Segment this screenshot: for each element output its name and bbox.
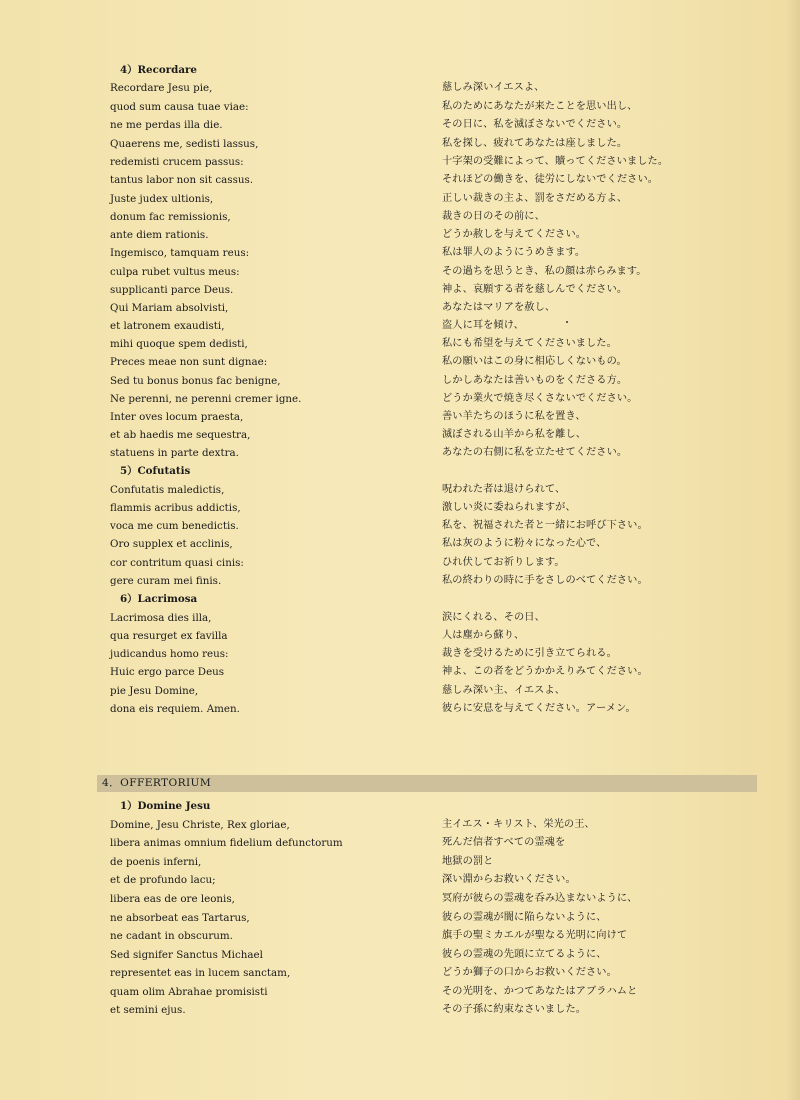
japanese-line: 十字架の受難によって、贖ってくださいました。 (442, 156, 669, 167)
latin-line: et latronem exaudisti, (110, 320, 225, 332)
latin-line: pie Jesu Domine, (110, 685, 199, 697)
latin-line: et ab haedis me sequestra, (110, 429, 251, 441)
japanese-line: その光明を、かつてあなたはアブラハムと (442, 986, 638, 997)
latin-line: quod sum causa tuae viae: (110, 101, 249, 113)
confutatis-heading: 5）Cofutatis (120, 465, 191, 477)
japanese-line: その過ちを思うとき、私の顔は赤らみます。 (442, 266, 647, 277)
latin-line: Lacrimosa dies illa, (110, 612, 212, 624)
japanese-line: それほどの働きを、徒労にしないでください。 (442, 174, 659, 185)
latin-line: Sed tu bonus bonus fac benigne, (110, 375, 281, 387)
offertorium-title: 4．OFFERTORIUM (102, 777, 212, 789)
japanese-line: 私にも希望を与えてくださいました。 (442, 338, 617, 349)
japanese-line: 私は罪人のようにうめきます。 (442, 247, 586, 258)
japanese-line: しかしあなたは善いものをくださる方。 (442, 375, 628, 386)
latin-line: Preces meae non sunt dignae: (110, 356, 268, 368)
latin-line: quam olim Abrahae promisisti (110, 986, 268, 998)
japanese-line: どうか獅子の口からお救いください。 (442, 967, 617, 978)
japanese-line: どうか業火で焼き尽くさないでください。 (442, 393, 638, 404)
latin-line: Juste judex ultionis, (110, 193, 214, 205)
japanese-line: その日に、私を滅ぼさないでください。 (442, 119, 628, 130)
latin-line: Domine, Jesu Christe, Rex gloriae, (110, 819, 290, 831)
japanese-line: 正しい裁きの主よ、罰をさだめる方よ、 (442, 193, 628, 204)
japanese-line: 私を、祝福された者と一緒にお呼び下さい。 (442, 520, 648, 531)
latin-line: representet eas in lucem sanctam, (110, 967, 291, 979)
latin-line: gere curam mei finis. (110, 575, 222, 587)
latin-line: Ingemisco, tamquam reus: (110, 247, 250, 259)
japanese-line: 旗手の聖ミカエルが聖なる光明に向けて (442, 930, 628, 941)
japanese-line: 慈しみ深い主、イエスよ、 (442, 685, 566, 696)
latin-line: Sed signifer Sanctus Michael (110, 949, 263, 961)
stray-dot (566, 321, 568, 323)
japanese-line: 私のためにあなたが来たことを思い出し、 (442, 101, 638, 112)
japanese-line: 私の願いはこの身に相応しくないもの。 (442, 356, 627, 367)
latin-line: ne absorbeat eas Tartarus, (110, 912, 250, 924)
latin-line: libera eas de ore leonis, (110, 893, 235, 905)
latin-line: Recordare Jesu pie, (110, 82, 213, 94)
japanese-line: 彼らの霊魂の先頭に立てるように、 (442, 949, 607, 960)
japanese-line: 神よ、哀願する者を慈しんでください。 (442, 284, 628, 295)
japanese-line: 盗人に耳を傾け、 (442, 320, 524, 331)
latin-line: redemisti crucem passus: (110, 156, 244, 168)
japanese-line: あなたの右側に私を立たせてください。 (442, 447, 628, 458)
japanese-line: その子孫に約束なさいました。 (442, 1004, 587, 1015)
japanese-line: 人は塵から蘇り、 (442, 630, 525, 641)
latin-line: et semini ejus. (110, 1004, 186, 1016)
latin-line: qua resurget ex favilla (110, 630, 228, 642)
latin-line: Oro supplex et acclinis, (110, 538, 233, 550)
latin-line: ne me perdas illa die. (110, 119, 223, 131)
latin-line: culpa rubet vultus meus: (110, 266, 240, 278)
latin-line: ne cadant in obscurum. (110, 930, 233, 942)
japanese-line: 裁きの日のその前に、 (442, 211, 545, 222)
japanese-line: 私は灰のように粉々になった心で、 (442, 538, 607, 549)
japanese-line: 主イエス・キリスト、栄光の王、 (442, 819, 595, 830)
latin-line: supplicanti parce Deus. (110, 284, 234, 296)
latin-line: tantus labor non sit cassus. (110, 174, 254, 186)
domine-jesu-heading: 1）Domine Jesu (120, 800, 211, 812)
japanese-line: 彼らに安息を与えてください。アーメン。 (442, 703, 636, 714)
latin-line: Ne perenni, ne perenni cremer igne. (110, 393, 302, 405)
japanese-line: 慈しみ深いイエスよ、 (442, 82, 545, 93)
japanese-line: ひれ伏してお祈りします。 (442, 557, 565, 568)
japanese-line: 激しい炎に委ねられますが、 (442, 502, 576, 513)
japanese-line: あなたはマリアを赦し、 (442, 302, 556, 313)
japanese-line: 裁きを受けるために引き立てられる。 (442, 648, 617, 659)
latin-line: judicandus homo reus: (110, 648, 229, 660)
lacrimosa-heading: 6）Lacrimosa (120, 593, 198, 605)
japanese-line: 深い淵からお救いください。 (442, 874, 576, 885)
latin-line: et de profundo lacu; (110, 874, 216, 886)
latin-line: flammis acribus addictis, (110, 502, 241, 514)
latin-line: statuens in parte dextra. (110, 447, 239, 459)
latin-line: Quaerens me, sedisti lassus, (110, 138, 259, 150)
latin-line: dona eis requiem. Amen. (110, 703, 240, 715)
japanese-line: 私を探し、疲れてあなたは座しました。 (442, 138, 628, 149)
page-edge-shadow (786, 0, 800, 1100)
latin-line: de poenis inferni, (110, 856, 202, 868)
latin-line: mihi quoque spem dedisti, (110, 338, 248, 350)
japanese-line: 涙にくれる、その日、 (442, 612, 545, 623)
japanese-line: 善い羊たちのほうに私を置き、 (442, 411, 586, 422)
japanese-line: どうか赦しを与えてください。 (442, 229, 587, 240)
latin-line: Inter oves locum praesta, (110, 411, 244, 423)
japanese-line: 地獄の罰と (442, 856, 494, 867)
japanese-line: 私の終わりの時に手をさしのべてください。 (442, 575, 648, 586)
latin-line: Qui Mariam absolvisti, (110, 302, 229, 314)
japanese-line: 呪われた者は退けられて、 (442, 484, 566, 495)
recordare-heading: 4）Recordare (120, 64, 197, 76)
japanese-line: 死んだ信者すべての霊魂を (442, 837, 566, 848)
latin-line: libera animas omnium fidelium defunctorum (110, 837, 343, 849)
japanese-line: 神よ、この者をどうかかえりみてください。 (442, 666, 648, 677)
latin-line: donum fac remissionis, (110, 211, 231, 223)
latin-line: cor contritum quasi cinis: (110, 557, 244, 569)
latin-line: Confutatis maledictis, (110, 484, 225, 496)
japanese-line: 彼らの霊魂が闇に陥らないように、 (442, 912, 607, 923)
japanese-line: 冥府が彼らの霊魂を呑み込まないように、 (442, 893, 638, 904)
latin-line: ante diem rationis. (110, 229, 209, 241)
latin-line: Huic ergo parce Deus (110, 666, 225, 678)
latin-line: voca me cum benedictis. (110, 520, 239, 532)
japanese-line: 滅ぼされる山羊から私を離し、 (442, 429, 587, 440)
